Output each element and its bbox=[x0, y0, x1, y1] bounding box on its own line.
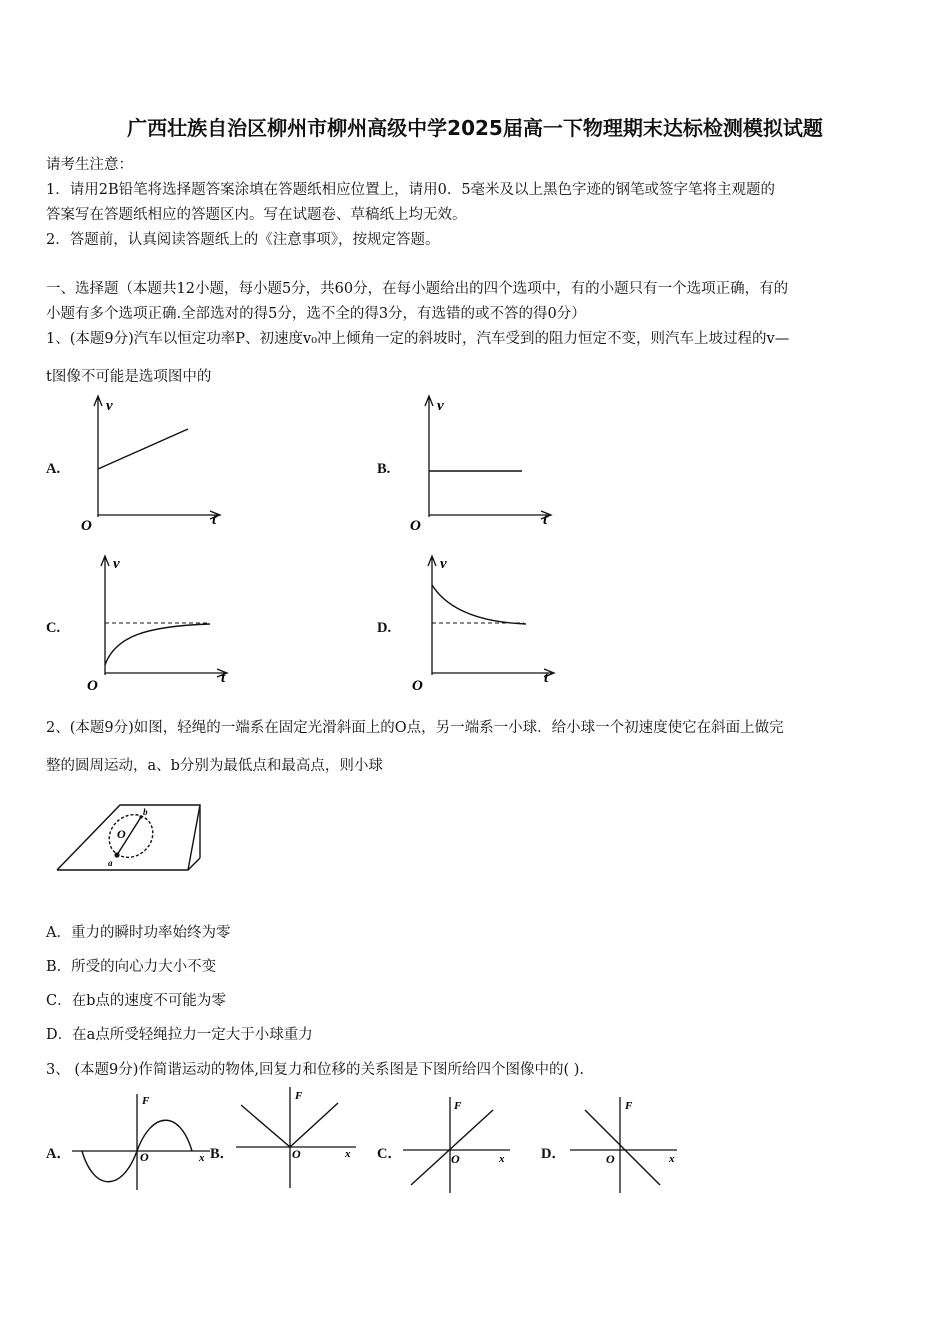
t-axis-label: t bbox=[212, 512, 217, 528]
q3-option-a-label: A． bbox=[46, 1146, 71, 1162]
t-axis bbox=[429, 511, 551, 519]
x-axis-label: x bbox=[669, 1153, 675, 1165]
notice-header: 请考生注意： bbox=[46, 157, 133, 173]
question-1-line-1: 1、(本题9分)汽车以恒定功率P、初速度v₀冲上倾角一定的斜坡时，汽车受到的阻力恒定不变，则汽车上坡过程的v— bbox=[46, 331, 790, 347]
origin-label: O bbox=[451, 1152, 460, 1166]
q1-option-b-label: B. bbox=[377, 461, 391, 477]
v-axis-label: v bbox=[440, 556, 447, 572]
x-axis-label: x bbox=[199, 1152, 205, 1164]
q2-option-b: B．所受的向心力大小不变 bbox=[46, 959, 217, 975]
inclined-plane-figure bbox=[55, 800, 215, 880]
q3-graph-b bbox=[236, 1085, 361, 1190]
q2-option-c: C．在b点的速度不可能为零 bbox=[46, 993, 226, 1009]
q3-graph-d bbox=[570, 1095, 685, 1195]
v-axis bbox=[101, 556, 109, 675]
f-axis-label: F bbox=[625, 1100, 633, 1112]
q3-option-c-label: C． bbox=[377, 1146, 402, 1162]
q1-option-a-label: A. bbox=[46, 461, 61, 477]
point-o-label: O bbox=[117, 827, 126, 841]
f-axis-label: F bbox=[142, 1095, 150, 1107]
v-axis bbox=[94, 396, 102, 517]
question-2-line-1: 2、(本题9分)如图，轻绳的一端系在固定光滑斜面上的O点，另一端系一小球．给小球一个初速度使它在斜面上做完 bbox=[46, 720, 784, 736]
v-axis bbox=[428, 556, 436, 675]
question-3-line-1: 3、 (本题9分)作简谐运动的物体,回复力和位移的关系图是下图所给四个图像中的( ). bbox=[46, 1062, 585, 1078]
t-axis bbox=[98, 511, 220, 519]
v-axis-label: v bbox=[113, 556, 120, 572]
question-1-line-2: t图像不可能是选项图中的 bbox=[46, 369, 212, 385]
rising-line bbox=[98, 429, 188, 469]
t-axis-label: t bbox=[543, 512, 548, 528]
q1-option-d-label: D. bbox=[377, 620, 392, 636]
v-axis bbox=[425, 396, 433, 517]
point-a-label: a bbox=[108, 858, 113, 868]
q3-graph-c bbox=[403, 1095, 518, 1195]
notice-item-1-line-2: 答案写在答题纸相应的答题区内。写在试题卷、草稿纸上均无效。 bbox=[46, 207, 467, 223]
v-axis-label: v bbox=[106, 398, 113, 414]
q1-option-c-label: C. bbox=[46, 620, 61, 636]
t-axis bbox=[432, 669, 554, 677]
ball-at-a bbox=[114, 852, 119, 857]
origin-label: O bbox=[292, 1147, 301, 1161]
origin-label: O bbox=[412, 678, 423, 694]
positive-slope-line bbox=[411, 1110, 493, 1185]
origin-label: O bbox=[140, 1150, 149, 1164]
section-1-line-2: 小题有多个选项正确.全部选对的得5分，选不全的得3分，有选错的或不答的得0分） bbox=[46, 306, 586, 322]
rising-curve bbox=[105, 624, 210, 665]
negative-slope-line bbox=[585, 1110, 660, 1185]
origin-label: O bbox=[87, 678, 98, 694]
point-b-label: b bbox=[143, 807, 148, 817]
f-axis-label: F bbox=[454, 1100, 462, 1112]
q1-graph-b bbox=[409, 392, 559, 537]
x-axis-label: x bbox=[499, 1153, 505, 1165]
q3-graph-a bbox=[72, 1092, 217, 1192]
page-title: 广西壮族自治区柳州市柳州高级中学2025届高一下物理期末达标检测模拟试题 bbox=[127, 116, 823, 140]
t-axis bbox=[105, 669, 227, 677]
falling-curve bbox=[432, 585, 526, 624]
v-axis-label: v bbox=[437, 398, 444, 414]
q1-graph-c bbox=[85, 552, 235, 697]
notice-item-2: 2．答题前，认真阅读答题纸上的《注意事项》，按规定答题。 bbox=[46, 232, 440, 248]
section-1-line-1: 一、选择题（本题共12小题，每小题5分，共60分，在每小题给出的四个选项中，有的小题只有一个选项正确，有的 bbox=[46, 281, 789, 297]
t-axis-label: t bbox=[544, 670, 549, 686]
q3-option-b-label: B． bbox=[210, 1146, 235, 1162]
q2-option-d: D．在a点所受轻绳拉力一定大于小球重力 bbox=[46, 1027, 313, 1043]
plane-base bbox=[57, 858, 200, 870]
origin-label: O bbox=[606, 1152, 615, 1166]
x-axis-label: x bbox=[345, 1148, 351, 1160]
notice-item-1-line-1: 1．请用2B铅笔将选择题答案涂填在答题纸相应位置上，请用0．5毫米及以上黑色字迹的钢笔或签字笔将主观题的 bbox=[46, 182, 776, 198]
f-axis-label: F bbox=[295, 1090, 303, 1102]
t-axis-label: t bbox=[221, 670, 226, 686]
q3-option-d-label: D． bbox=[541, 1146, 566, 1162]
question-2-line-2: 整的圆周运动，a、b分别为最低点和最高点，则小球 bbox=[46, 758, 383, 774]
q1-graph-d bbox=[412, 552, 562, 697]
origin-label: O bbox=[410, 518, 421, 534]
q2-option-a: A．重力的瞬时功率始终为零 bbox=[46, 925, 231, 941]
q1-graph-a bbox=[78, 392, 228, 537]
origin-label: O bbox=[81, 518, 92, 534]
